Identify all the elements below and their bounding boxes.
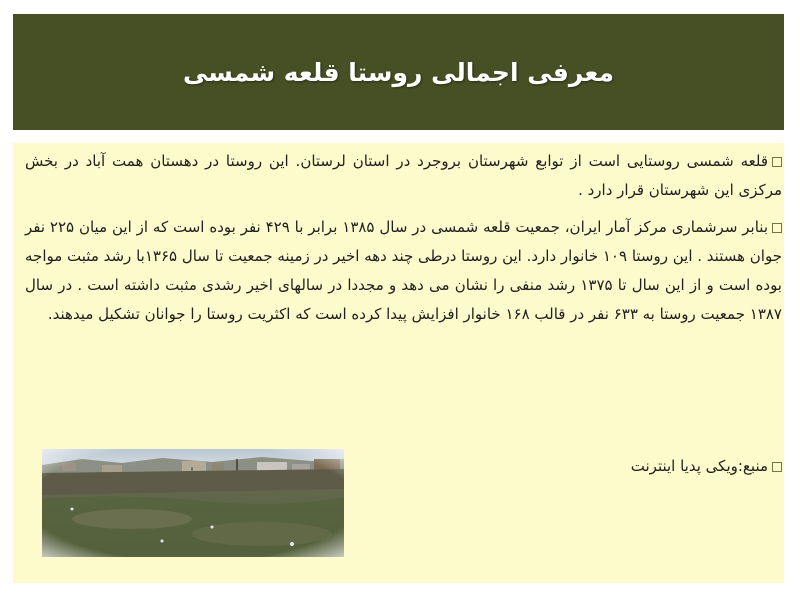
bullet-icon: [772, 157, 782, 167]
bullet-icon: [772, 223, 782, 233]
paragraph-population-text: بنابر سرشماری مرکز آمار ایران، جمعیت قلعه شمسی در سال ۱۳۸۵ برابر با ۴۲۹ نفر بوده است که از این میان ۲۲۵ نفر جوان هستند . این روستا ۱۰۹ خانوار دارد. این روستا درطی چند دهه اخیر در زمینه جمعیت تا سال ۱۳۶۵با رشد مثبت مواجه بوده است و از این سال تا ۱۳۷۵ رشد منفی را نشان می دهد و مجددا در سالهای اخیر رشدی مثبت داشته است . در سال ۱۳۸۷ جمعیت روستا به ۶۳۳ نفر در قالب ۱۶۸ خانوار افزایش پیدا کرده است که اکثریت روستا را جوانان تشکیل میدهند.: [25, 218, 782, 323]
paragraph-intro-text: قلعه شمسی روستایی است از توابع شهرستان بروجرد در استان لرستان. این روستا در دهستان همت آباد در بخش مرکزی این شهرستان قرار دارد .: [25, 152, 782, 199]
paragraph-intro: [25, 147, 782, 205]
paragraph-population: [25, 213, 782, 329]
bullet-icon: [772, 462, 782, 472]
slide-title: معرفی اجمالی روستا قلعه شمسی: [182, 57, 615, 87]
paragraph-source-text: منبع:ویکی پدیا اینترنت: [630, 457, 768, 475]
title-bar: [13, 14, 784, 130]
village-landscape-photo: [42, 449, 344, 557]
